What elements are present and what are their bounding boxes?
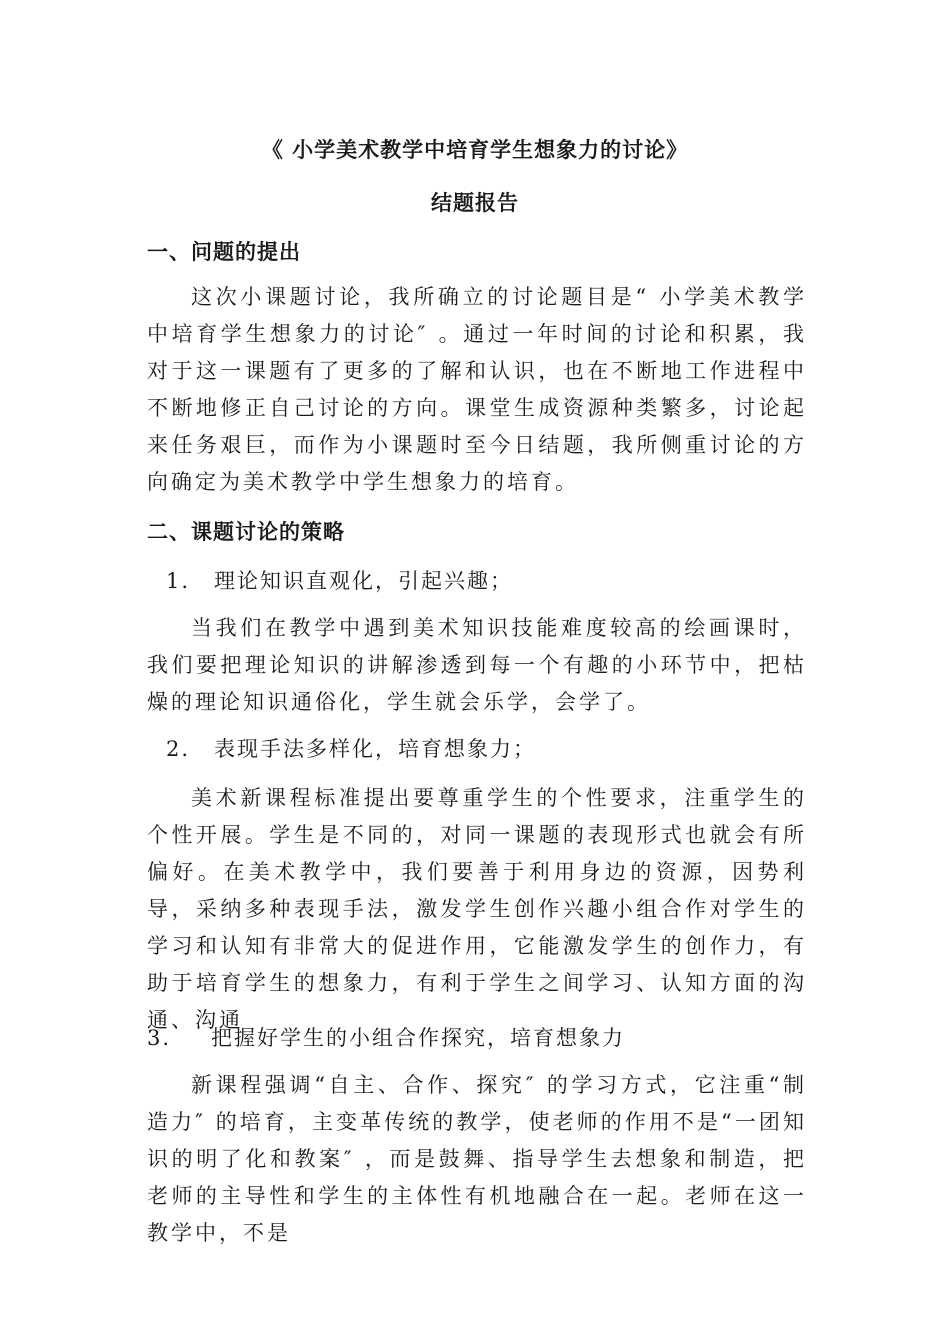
strategy-item-1-paragraph: 当我们在教学中遇到美术知识技能难度较高的绘画课时，我们要把理论知识的讲解渗透到每一个有趣的小环节中，把枯燥的理论知识通俗化，学生就会乐学，会学了。 [147, 616, 807, 714]
strategy-item-1 [166, 565, 513, 595]
item-title: 把握好学生的小组合作探究，培育想象力 [211, 1026, 625, 1050]
item-number: 2. [166, 737, 191, 761]
document-subtitle: 结题报告 [431, 191, 519, 215]
strategy-item-2-paragraph: 美术新课程标准提出要尊重学生的个性要求，注重学生的个性开展。学生是不同的，对同一课题的表现形式也就会有所偏好。在美术教学中，我们要善于利用身边的资源，因势利导，采纳多种表现手法，激发学生创作兴趣小组合作对学生的学习和认知有非常大的促进作用，它能激发学生的创作力，有助于培育学生的想象力，有利于学生之间学习、认知方面的沟通、沟通 [147, 786, 807, 1032]
document-title: 《 小学美术教学中培育学生想象力的讨论》 [261, 138, 689, 162]
item-title: 表现手法多样化，培育想象力； [214, 737, 536, 761]
strategy-item-3-paragraph: 新课程强调“自主、合作、探究″ 的学习方式，它注重“制造力″ 的培育，主变革传统的教学，使老师的作用不是“一团知识的明了化和教案″ ，而是鼓舞、指导学生去想象和制造，把老师的主导性和学生的主体性有机地融合在一起。老师在这一教学中，不是 [147, 1073, 807, 1245]
section-heading-2: 二、课题讨论的策略 [147, 520, 345, 544]
strategy-item-2 [166, 733, 536, 763]
section1-paragraph: 这次小课题讨论，我所确立的讨论题目是“ 小学美术教学中培育学生想象力的讨论″ 。通过一年时间的讨论和积累，我对于这一课题有了更多的了解和认识，也在不断地工作进程中不断地修正自己讨论的方向。课堂生成资源种类繁多，讨论起来任务艰巨，而作为小课题时至今日结题，我所侧重讨论的方向确定为美术教学中学生想象力的培育。 [147, 285, 807, 494]
strategy-item-3 [147, 1022, 625, 1052]
section-heading-1: 一、问题的提出 [147, 240, 301, 264]
item-number: 3. [147, 1026, 172, 1050]
item-title: 理论知识直观化，引起兴趣； [214, 569, 513, 593]
item-number: 1. [166, 569, 191, 593]
